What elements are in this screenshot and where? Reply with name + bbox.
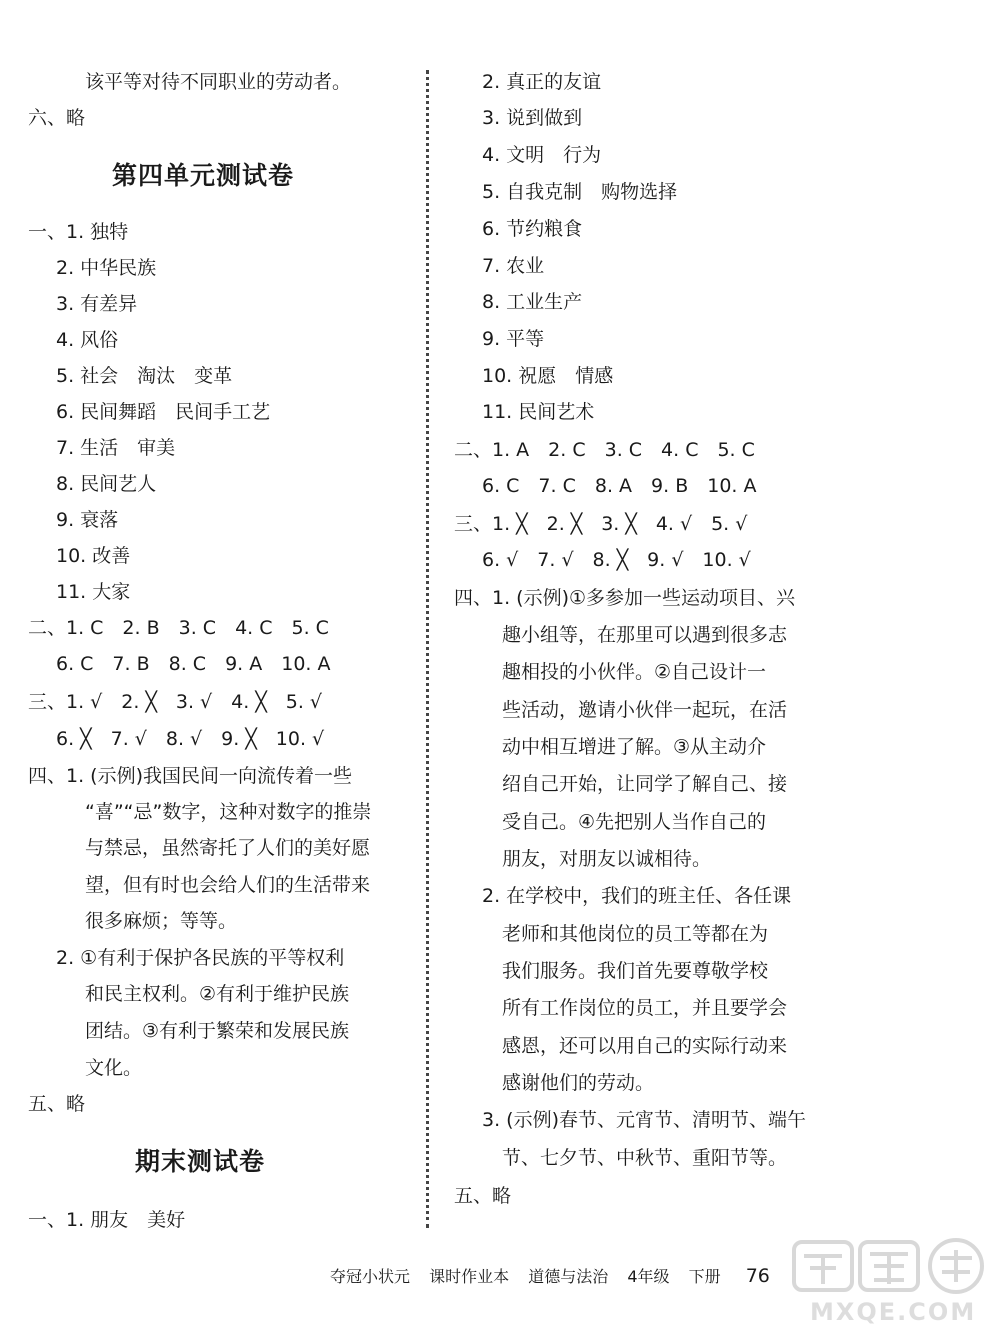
text-line: 2. 在学校中，我们的班主任、各任课 bbox=[482, 885, 792, 907]
text-line: 节、七夕节、中秋节、重阳节等。 bbox=[502, 1147, 788, 1169]
text-line: 2. 中华民族 bbox=[56, 257, 157, 279]
text-line: 6. 节约粮食 bbox=[482, 218, 583, 240]
text-line: 10. 改善 bbox=[56, 545, 131, 567]
text-line: 8. 工业生产 bbox=[482, 291, 583, 313]
text-line: 所有工作岗位的员工，并且要学会 bbox=[502, 997, 788, 1019]
text-line: 7. 农业 bbox=[482, 255, 545, 277]
text-line: 六、略 bbox=[28, 107, 86, 129]
footer-subject: 道德与法治 bbox=[528, 1267, 609, 1286]
text-line: 6. 民间舞蹈 民间手工艺 bbox=[56, 401, 271, 423]
text-line: 2. ①有利于保护各民族的平等权利 bbox=[56, 947, 345, 969]
text-line: 老师和其他岗位的员工等都在为 bbox=[502, 923, 769, 945]
column-divider bbox=[426, 70, 429, 1228]
text-line: 11. 大家 bbox=[56, 581, 131, 603]
section-title-unit4: 第四单元测试卷 bbox=[112, 161, 295, 190]
text-line: 趣小组等，在那里可以遇到很多志 bbox=[502, 624, 788, 646]
text-line: “喜”“忌”数字，这种对数字的推崇 bbox=[85, 801, 372, 823]
text-line: 7. 生活 审美 bbox=[56, 437, 176, 459]
footer-book: 课时作业本 bbox=[429, 1267, 510, 1286]
text-line: 二、1. C 2. B 3. C 4. C 5. C bbox=[28, 617, 329, 639]
text-line: 三、1. ╳ 2. ╳ 3. ╳ 4. √ 5. √ bbox=[454, 513, 748, 535]
text-line: 很多麻烦；等等。 bbox=[85, 910, 238, 932]
text-line: 一、1. 独特 bbox=[28, 221, 129, 243]
section-title-final: 期末测试卷 bbox=[135, 1147, 266, 1176]
text-line: 绍自己开始，让同学了解自己、接 bbox=[502, 773, 788, 795]
text-line: 受自己。④先把别人当作自己的 bbox=[502, 811, 767, 833]
text-line: 与禁忌，虽然寄托了人们的美好愿 bbox=[85, 837, 371, 859]
text-line: 三、1. √ 2. ╳ 3. √ 4. ╳ 5. √ bbox=[28, 691, 323, 713]
text-line: 四、1. (示例)我国民间一向流传着一些 bbox=[28, 765, 352, 787]
text-line: 一、1. 朋友 美好 bbox=[28, 1209, 186, 1231]
watermark-logo-icon bbox=[790, 1236, 990, 1296]
text-line: 团结。③有利于繁荣和发展民族 bbox=[85, 1020, 350, 1042]
text-line: 该平等对待不同职业的劳动者。 bbox=[85, 71, 352, 93]
text-line: 6. C 7. B 8. C 9. A 10. A bbox=[56, 653, 331, 675]
page-number: 76 bbox=[745, 1265, 770, 1287]
text-line: 感恩，还可以用自己的实际行动来 bbox=[502, 1035, 788, 1057]
text-line: 3. 说到做到 bbox=[482, 107, 583, 129]
text-line: 3. 有差异 bbox=[56, 293, 138, 315]
text-line: 10. 祝愿 情感 bbox=[482, 365, 614, 387]
text-line: 5. 自我克制 购物选择 bbox=[482, 181, 678, 203]
footer-brand: 夺冠小状元 bbox=[330, 1267, 411, 1286]
text-line: 9. 平等 bbox=[482, 328, 545, 350]
text-line: 5. 社会 淘汰 变革 bbox=[56, 365, 233, 387]
text-line: 4. 文明 行为 bbox=[482, 144, 602, 166]
text-line: 9. 衰落 bbox=[56, 509, 119, 531]
text-line: 朋友，对朋友以诚相待。 bbox=[502, 848, 712, 870]
text-line: 3. (示例)春节、元宵节、清明节、端午 bbox=[482, 1109, 806, 1131]
text-line: 望，但有时也会给人们的生活带来 bbox=[85, 874, 371, 896]
watermark-site: MXQE.COM bbox=[810, 1298, 977, 1326]
text-line: 趣相投的小伙伴。②自己设计一 bbox=[502, 661, 767, 683]
text-line: 11. 民间艺术 bbox=[482, 401, 595, 423]
text-line: 二、1. A 2. C 3. C 4. C 5. C bbox=[454, 439, 755, 461]
text-line: 和民主权利。②有利于维护民族 bbox=[85, 983, 350, 1005]
text-line: 五、略 bbox=[28, 1093, 86, 1115]
text-line: 文化。 bbox=[85, 1057, 143, 1079]
text-line: 我们服务。我们首先要尊敬学校 bbox=[502, 960, 769, 982]
footer-grade: 4年级 bbox=[627, 1267, 670, 1286]
text-line: 6. ╳ 7. √ 8. √ 9. ╳ 10. √ bbox=[56, 728, 325, 750]
text-line: 些活动，邀请小伙伴一起玩，在活 bbox=[502, 699, 788, 721]
watermark bbox=[790, 1236, 990, 1332]
text-line: 4. 风俗 bbox=[56, 329, 119, 351]
page-footer bbox=[330, 1264, 784, 1289]
text-line: 6. C 7. C 8. A 9. B 10. A bbox=[482, 475, 757, 497]
text-line: 2. 真正的友谊 bbox=[482, 71, 602, 93]
footer-volume: 下册 bbox=[688, 1267, 721, 1286]
text-line: 6. √ 7. √ 8. ╳ 9. √ 10. √ bbox=[482, 549, 751, 571]
text-line: 四、1. (示例)①多参加一些运动项目、兴 bbox=[454, 587, 796, 609]
text-line: 动中相互增进了解。③从主动介 bbox=[502, 736, 767, 758]
text-line: 五、略 bbox=[454, 1185, 512, 1207]
text-line: 感谢他们的劳动。 bbox=[502, 1072, 655, 1094]
text-line: 8. 民间艺人 bbox=[56, 473, 157, 495]
